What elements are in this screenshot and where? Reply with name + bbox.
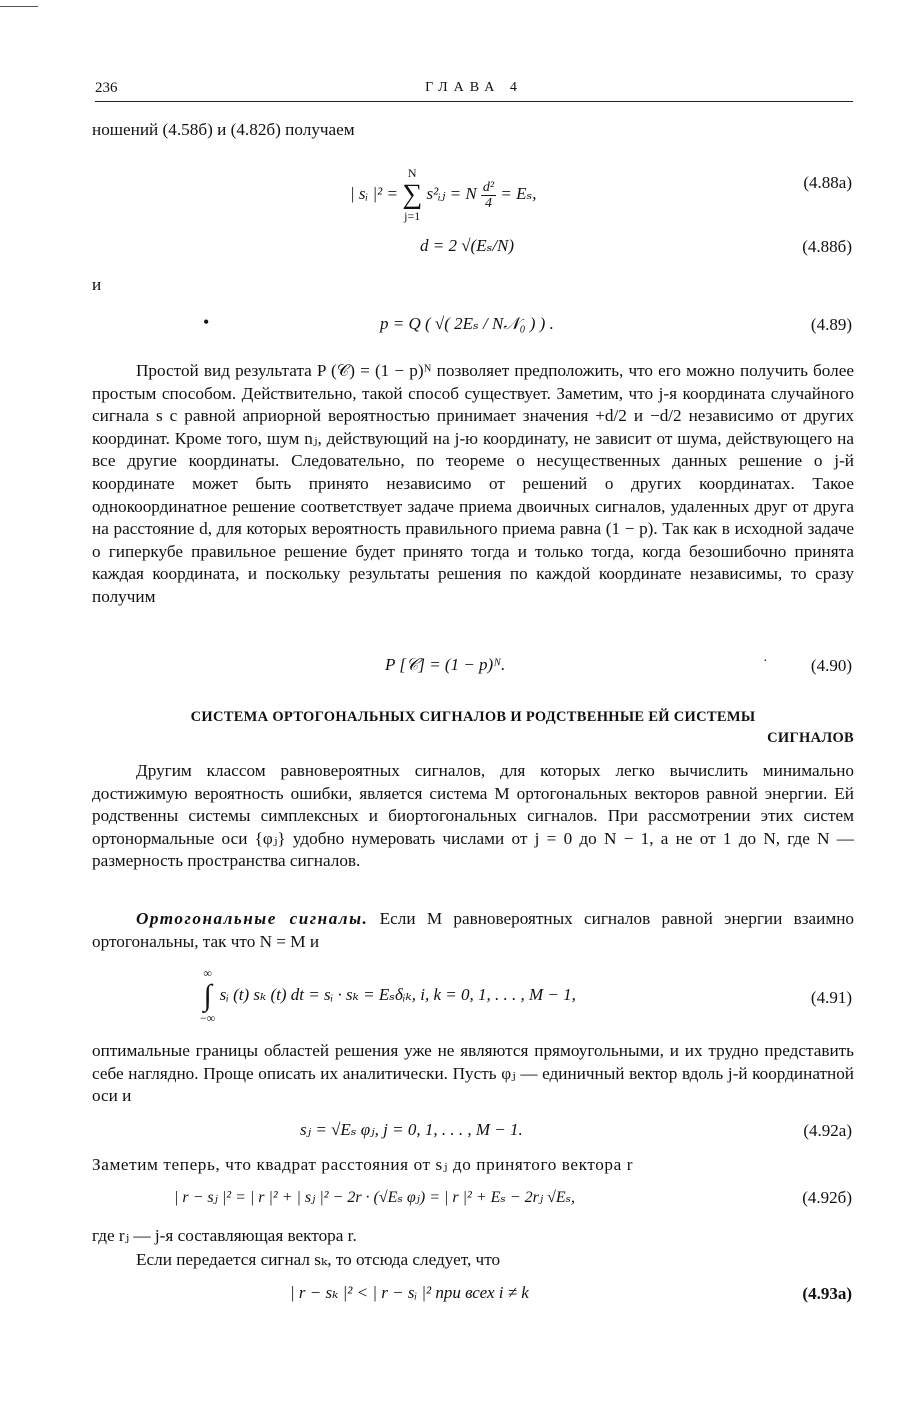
paragraph-1: Простой вид результата P (𝒞) = (1 − p)ᴺ позволяет предположить, что его можно получить более простым способом. Действительно, такой способ существует. Заметим, что j-я координата случайного сигнала s с равной априорной вероятностью принимает значения +d/2 и −d/2 независимо от других координат. Кроме того, шум nⱼ, действующий на j-ю координату, не зависит от шума, действующего на все другие координаты. Следовательно, по теореме о несущественных данных решение о j-й координате может быть принято независимо от решений о других координатах. Такое однокоординатное решение соответствует задаче приема двоичных сигналов, удаленных друг от друга на расстояние d, для которых вероятность правильного приема равна (1 − p). Так как в исходной задаче о гиперкубе правильное решение будет принято тогда и только тогда, когда безошибочно принята каждая координата, и поскольку результаты решения по каждой координате независимы, то сразу получим [92, 361, 854, 606]
chapter-title: ГЛАВА 4 [425, 80, 523, 95]
stray-mark: · [763, 654, 768, 669]
sum-symbol: N ∑ j=1 [402, 166, 423, 223]
header-rule [95, 101, 853, 102]
equation-4-92a [92, 1116, 854, 1146]
equation-number: (4.88б) [802, 237, 852, 256]
equation-number: (4.93а) [802, 1284, 852, 1303]
paragraph-2: Другим классом равновероятных сигналов, для которых легко вычислить минимально достижимую вероятность ошибки, является система M ортогональных векторов равной энергии. Ей родственны системы симплексных и биортогональных сигналов. При рассмотрении этих систем ортонормальные оси {φⱼ} удобно нумеровать числами от j = 0 до N − 1, а не от 1 до N, где N — размерность пространства сигналов. [92, 761, 854, 871]
equation-number: (4.92б) [802, 1188, 852, 1207]
intro-line: ношений (4.58б) и (4.82б) получаем [92, 120, 355, 139]
equation-number: (4.90) [810, 656, 852, 675]
equation-4-93a [92, 1278, 854, 1310]
equation-number: (4.92а) [803, 1121, 852, 1140]
equation-4-88a [92, 148, 854, 223]
paragraph-3: Ортогональные сигналы. Если M равновероятных сигналов равной энергии взаимно ортогональны, так что N = M и [92, 909, 854, 951]
eq-rhs: = Eₛ, [500, 183, 537, 203]
eq-body: | r − sⱼ |² = | r |² + | sⱼ |² − 2r · (√Eₛ φⱼ) = | r |² + Eₛ − 2rⱼ √Eₛ, [174, 1189, 576, 1206]
eq-body: sⱼ = √Eₛ φⱼ, j = 0, 1, . . . , M − 1. [300, 1120, 523, 1139]
stray-mark: • [203, 312, 210, 332]
conjunction: и [92, 275, 102, 294]
page-number: 236 [95, 80, 118, 96]
integral-symbol: ∞ ∫ −∞ [200, 966, 216, 1025]
equation-4-88b [92, 226, 854, 268]
equation-4-90 [92, 652, 854, 680]
eq-body: | r − sₖ |² < | r − sᵢ |² при всех i ≠ k [290, 1283, 529, 1302]
section-heading [92, 707, 854, 749]
subsection-title: Ортогональные сигналы. [136, 909, 369, 928]
heading-line-2: СИГНАЛОВ [767, 730, 854, 746]
heading-line-1: СИСТЕМА ОРТОГОНАЛЬНЫХ СИГНАЛОВ И РОДСТВЕННЫЕ ЕЙ СИСТЕМЫ [190, 709, 756, 725]
eq-mid: s²ᵢⱼ = N [426, 183, 477, 203]
running-header [95, 80, 853, 102]
paragraph-4: оптимальные границы областей решения уже не являются прямоугольными, и их трудно представить себе наглядно. Проще описать их аналитически. Пусть φⱼ — единичный вектор вдоль j-й координатной оси и [92, 1041, 854, 1106]
equation-4-92b [92, 1182, 854, 1214]
fraction: $\frac{\text{d²}}{4}$ [482, 179, 495, 211]
equation-4-91 [92, 962, 854, 1034]
paragraph-6: где rⱼ — j-я составляющая вектора r. [92, 1226, 357, 1245]
paragraph-5: Заметим теперь, что квадрат расстояния от sⱼ до принятого вектора r [92, 1155, 634, 1174]
eq-body: P [𝒞] = (1 − p)ᴺ. [385, 655, 506, 674]
equation-4-89 [92, 300, 854, 350]
eq-lhs: | sᵢ |² = [350, 183, 403, 203]
scan-edge-line [0, 6, 38, 7]
equation-number: (4.89) [810, 315, 852, 334]
eq-body: sᵢ (t) sₖ (t) dt = sᵢ · sₖ = Eₛδᵢₖ, i, k = 0, 1, . . . , M − 1, [219, 984, 576, 1004]
equation-number: (4.88а) [803, 173, 852, 192]
paragraph-7: Если передается сигнал sₖ, то отсюда следует, что [136, 1250, 501, 1269]
equation-number: (4.91) [810, 988, 852, 1007]
eq-body: p = Q ( √( 2Eₛ / N𝒩₀ ) ) . [380, 314, 554, 333]
eq-body: d = 2 √(Eₛ/N) [420, 236, 515, 255]
